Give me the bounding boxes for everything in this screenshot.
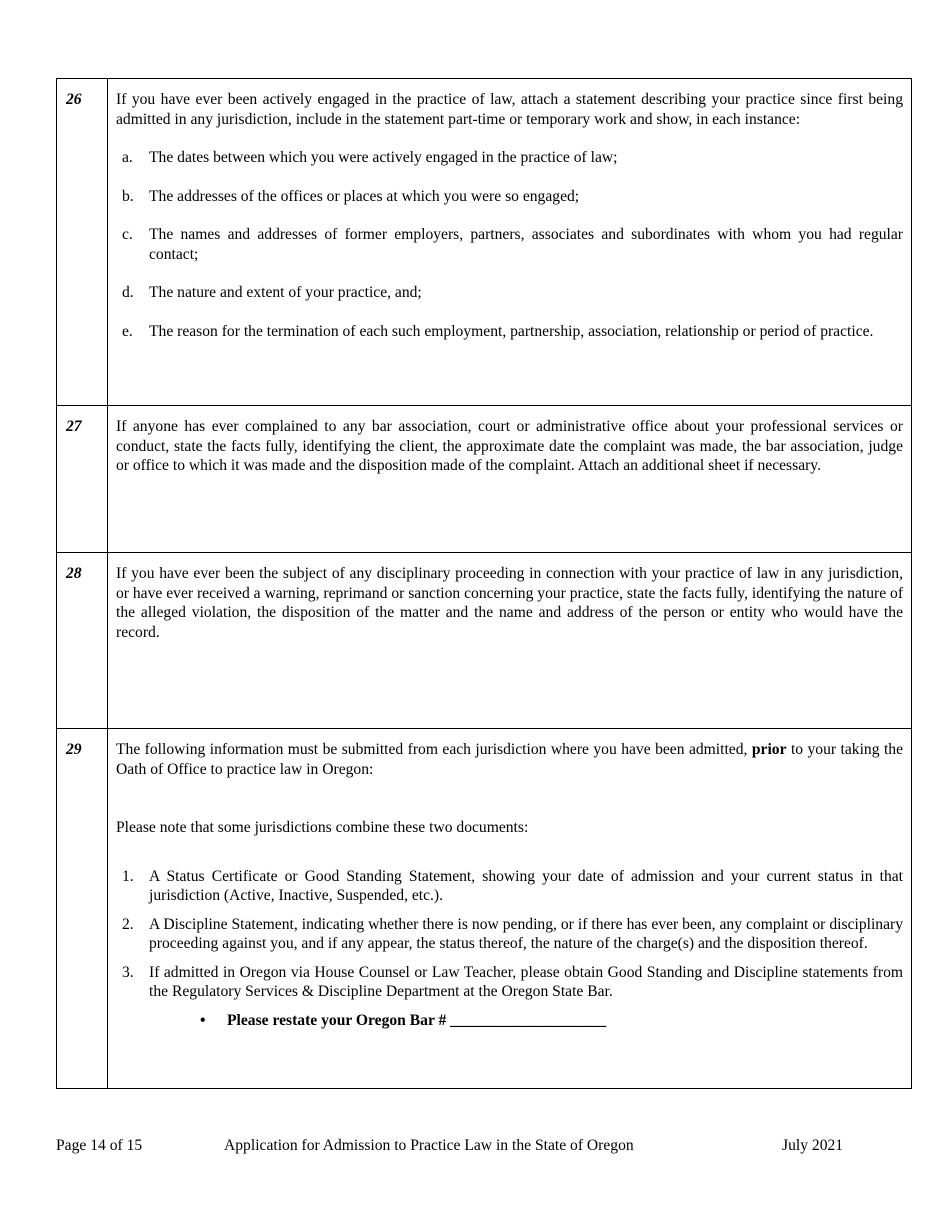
note-text: Please note that some jurisdictions combine these two documents: (116, 819, 529, 836)
footer-date: July 2021 (782, 1137, 844, 1154)
questions-table (56, 78, 912, 1089)
question-body (108, 406, 912, 553)
question-row-26 (57, 79, 912, 406)
question-number: 29 (66, 741, 82, 758)
list-item: b. The addresses of the offices or places at which you were so engaged; (122, 187, 580, 205)
question-number: 28 (66, 565, 82, 582)
question-number: 27 (66, 418, 82, 435)
question-number: 26 (66, 91, 82, 108)
emphasis-text: prior (751, 741, 787, 758)
question-number-cell (57, 729, 108, 1089)
question-text: If you have ever been the subject of any disciplinary proceeding in connection with your practice of law in any jurisdiction, or have ever received a warning, reprimand or sanction concerning your practice, state the facts fully, identifying the nature of the alleged violation, the disposition of the matter and the name and address of the person or entity who would have the record. (116, 565, 904, 641)
question-row-27 (57, 406, 912, 553)
list-item: 1. A Status Certificate or Good Standing Statement, showing your date of admission and your current status in that jurisdiction (Active, Inactive, Suspended, etc.). (122, 867, 903, 904)
bar-number-prompt (116, 1011, 903, 1031)
bullet-icon: • (200, 1011, 206, 1029)
list-item: e. The reason for the termination of each such employment, partnership, association, relationship or period of practice. (122, 322, 874, 340)
numbered-list (116, 867, 903, 1002)
question-body (108, 553, 912, 729)
footer-title: Application for Admission to Practice Law in the State of Oregon (224, 1137, 634, 1154)
list-item: 2. A Discipline Statement, indicating whether there is now pending, or if there has ever been, any complaint or disciplinary proceeding against you, and if any appear, the status thereof, the nature of the charge(s) and the disposition thereof. (122, 915, 903, 952)
list-item: d. The nature and extent of your practice, and; (122, 284, 422, 301)
question-body (108, 729, 912, 1089)
list-item: c. The names and addresses of former employers, partners, associates and subordinates with whom you had regular contact; (122, 226, 903, 263)
question-number-cell (57, 553, 108, 729)
question-row-28 (57, 553, 912, 729)
question-number-cell (57, 79, 108, 406)
footer-page-number: Page 14 of 15 (56, 1137, 143, 1154)
question-number-cell (57, 406, 108, 553)
question-body (108, 79, 912, 406)
bar-number-text: Please restate your Oregon Bar # ____________________ (227, 1011, 607, 1029)
list-item: 3. If admitted in Oregon via House Counsel or Law Teacher, please obtain Good Standing and Discipline statements from the Regulatory Services & Discipline Department at the Oregon State Bar. (122, 963, 903, 1000)
list-item: a. The dates between which you were actively engaged in the practice of law; (122, 149, 618, 166)
question-text: If you have ever been actively engaged in the practice of law, attach a statement describing your practice since first being admitted in any jurisdiction, include in the statement part-time or temporary work and show, in each instance: (116, 91, 903, 128)
question-text: If anyone has ever complained to any bar association, court or administrative office about your professional services or conduct, state the facts fully, identifying the client, the approximate date the complaint was made, the bar association, judge or office to which it was made and the disposition made of the complaint. Attach an additional sheet if necessary. (116, 418, 903, 474)
question-row-29 (57, 729, 912, 1089)
question-text: The following information must be submitted from each jurisdiction where you have been admitted, prior to your taking the Oath of Office to practice law in Oregon: (116, 741, 903, 778)
